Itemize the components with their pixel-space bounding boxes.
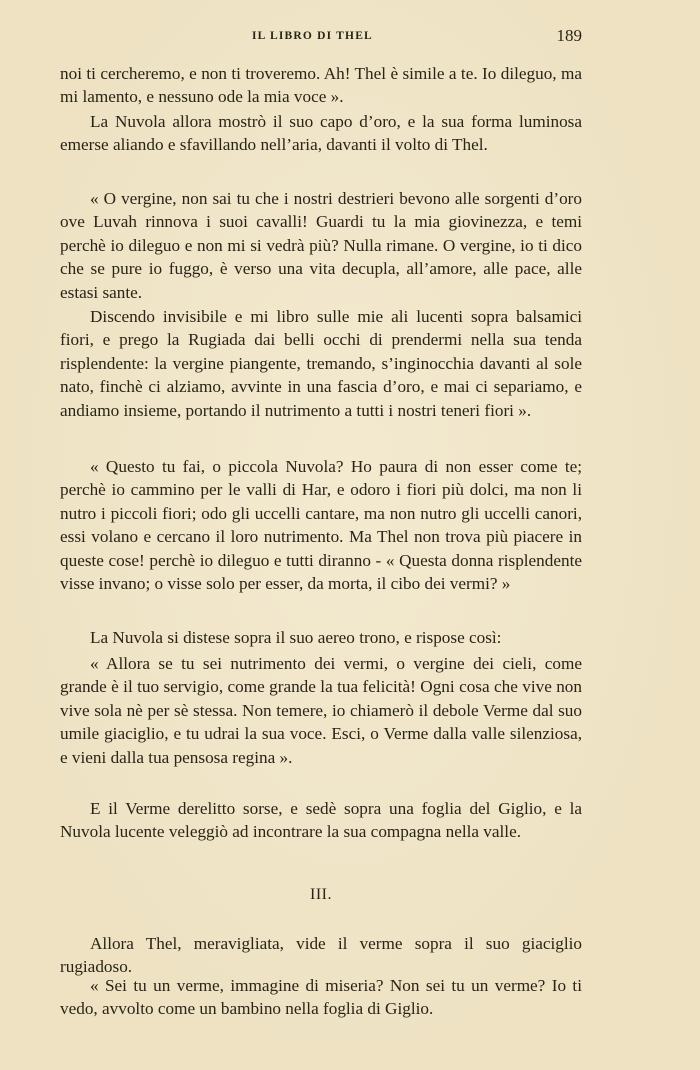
paragraph-6: La Nuvola si distese sopra il suo aereo trono, e rispose così: <box>90 628 502 647</box>
paragraph-2: La Nuvola allora mostrò il suo capo d’oro, e la sua forma luminosa emerse aliando e sfavillando nell’aria, davanti il volto di Thel. <box>60 112 582 155</box>
paragraph-7: « Allora se tu sei nutrimento dei vermi, o vergine dei cieli, come grande è il tuo servigio, come grande la tua felicità! Ogni cosa che vive non vive sola nè per sè stessa. Non temere, io chiamerò il debole Verme dal suo umile giaciglio, e tu udrai la sua voce. Esci, o Verme dalla valle silenziosa, e vieni dalla tua pensosa regina ». <box>60 654 582 767</box>
paragraph-8: E il Verme derelitto sorse, e sedè sopra una foglia del Giglio, e la Nuvola lucente veleggiò ad incontrare la sua compagna nella valle. <box>60 799 582 842</box>
paragraph-4: Discendo invisibile e mi libro sulle mie ali lucenti sopra balsamici fiori, e prego la Rugiada dai belli occhi di prendermi nella sua tenda risplendente: la vergine piangente, tremando, s’inginocchia davanti al sole nato, finchè ci alziamo, avvinte in una fascia d’oro, e mai ci separiamo, e andiamo insieme, portando il nutrimento a tutti i nostri teneri fiori ». <box>60 307 582 420</box>
section-heading: III. <box>310 886 332 903</box>
paragraph-1: noi ti cercheremo, e non ti troveremo. Ah! Thel è simile a te. Io dileguo, ma mi lamento, e nessuno ode la mia voce ». <box>60 64 582 107</box>
paragraph-9: Allora Thel, meravigliata, vide il verme sopra il suo giaciglio rugiadoso. <box>60 934 582 977</box>
paragraph-10: « Sei tu un verme, immagine di miseria? Non sei tu un verme? Io ti vedo, avvolto come un bambino nella foglia di Giglio. <box>60 976 582 1019</box>
page-header <box>60 28 582 50</box>
page-number: 189 <box>556 26 582 45</box>
paragraph-3: « O vergine, non sai tu che i nostri destrieri bevono alle sorgenti d’oro ove Luvah rinnova i suoi cavalli! Guardi tu la mia giovinezza, e temi perchè io dileguo e non mi si vedrà più? Nulla rimane. O vergine, io ti dico che se pure io fuggo, è verso una vita decupla, all’amore, alle pace, alle estasi sante. <box>60 189 582 302</box>
paragraph-5: « Questo tu fai, o piccola Nuvola? Ho paura di non esser come te; perchè io cammino per le valli di Har, e odoro i fiori più dolci, ma non li nutro i piccoli fiori; odo gli uccelli cantare, ma non nutro gli uccelli canori, essi volano e cercano il loro nutrimento. Ma Thel non trova più piacere in queste cose! perchè io dileguo e tutti diranno - « Questa donna risplendente visse invano; o visse solo per esser, da morta, il cibo dei vermi? » <box>60 457 582 594</box>
running-title: IL LIBRO DI THEL <box>252 30 373 42</box>
